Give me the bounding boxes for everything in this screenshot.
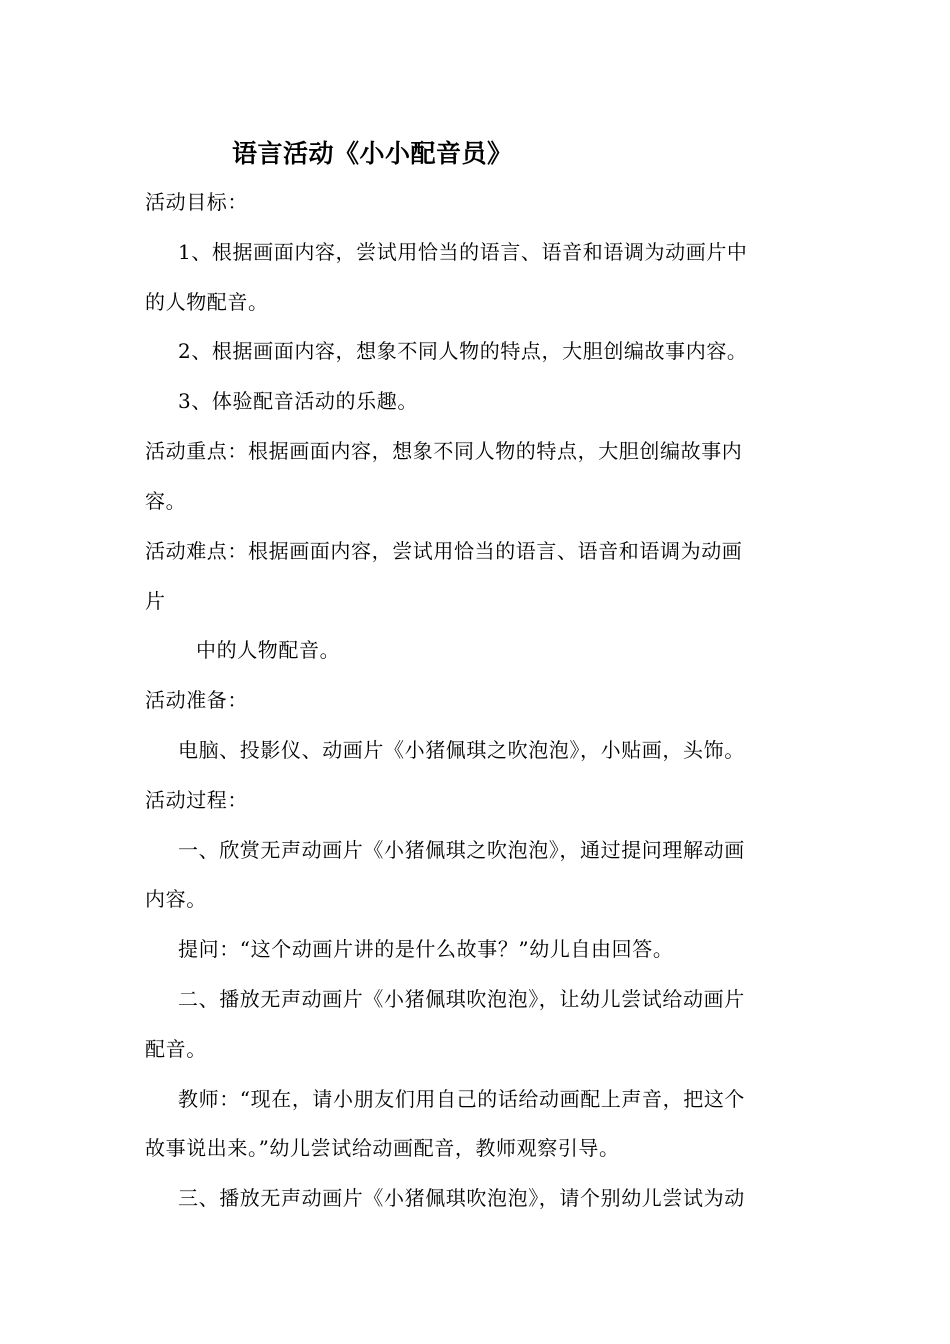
paragraph-line: 3、体验配音活动的乐趣。: [178, 389, 418, 413]
heading-goals: 活动目标：: [145, 190, 248, 214]
heading-preparation: 活动准备：: [145, 688, 248, 712]
paragraph-line: 1、根据画面内容，尝试用恰当的语言、语音和语调为动画片中: [178, 240, 748, 264]
heading-process: 活动过程：: [145, 788, 248, 812]
paragraph-line: 二、播放无声动画片《小猪佩琪吹泡泡》，让幼儿尝试给动画片: [178, 987, 745, 1011]
paragraph-line: 中的人物配音。: [196, 638, 341, 662]
paragraph-line: 三、播放无声动画片《小猪佩琪吹泡泡》，请个别幼儿尝试为动: [178, 1186, 745, 1210]
paragraph-line: 提问：“这个动画片讲的是什么故事？”幼儿自由回答。: [178, 937, 674, 961]
paragraph-line: 容。: [145, 489, 187, 513]
paragraph-line: 一、欣赏无声动画片《小猪佩琪之吹泡泡》，通过提问理解动画: [178, 838, 745, 862]
heading-difficulties: 活动难点：根据画面内容，尝试用恰当的语言、语音和语调为动画: [145, 539, 743, 563]
paragraph-line: 电脑、投影仪、动画片《小猪佩琪之吹泡泡》，小贴画，头饰。: [178, 738, 745, 762]
paragraph-line: 的人物配音。: [145, 290, 269, 314]
paragraph-line: 配音。: [145, 1037, 207, 1061]
paragraph-line: 故事说出来。”幼儿尝试给动画配音，教师观察引导。: [145, 1136, 620, 1160]
document-title: 语言活动《小小配音员》: [232, 139, 513, 168]
paragraph-line: 教师：“现在，请小朋友们用自己的话给动画配上声音，把这个: [178, 1087, 746, 1111]
paragraph-line: 2、根据画面内容，想象不同人物的特点，大胆创编故事内容。: [178, 339, 748, 363]
heading-key-points: 活动重点：根据画面内容，想象不同人物的特点，大胆创编故事内: [145, 439, 743, 463]
paragraph-line: 片: [145, 589, 166, 613]
paragraph-line: 内容。: [145, 887, 207, 911]
